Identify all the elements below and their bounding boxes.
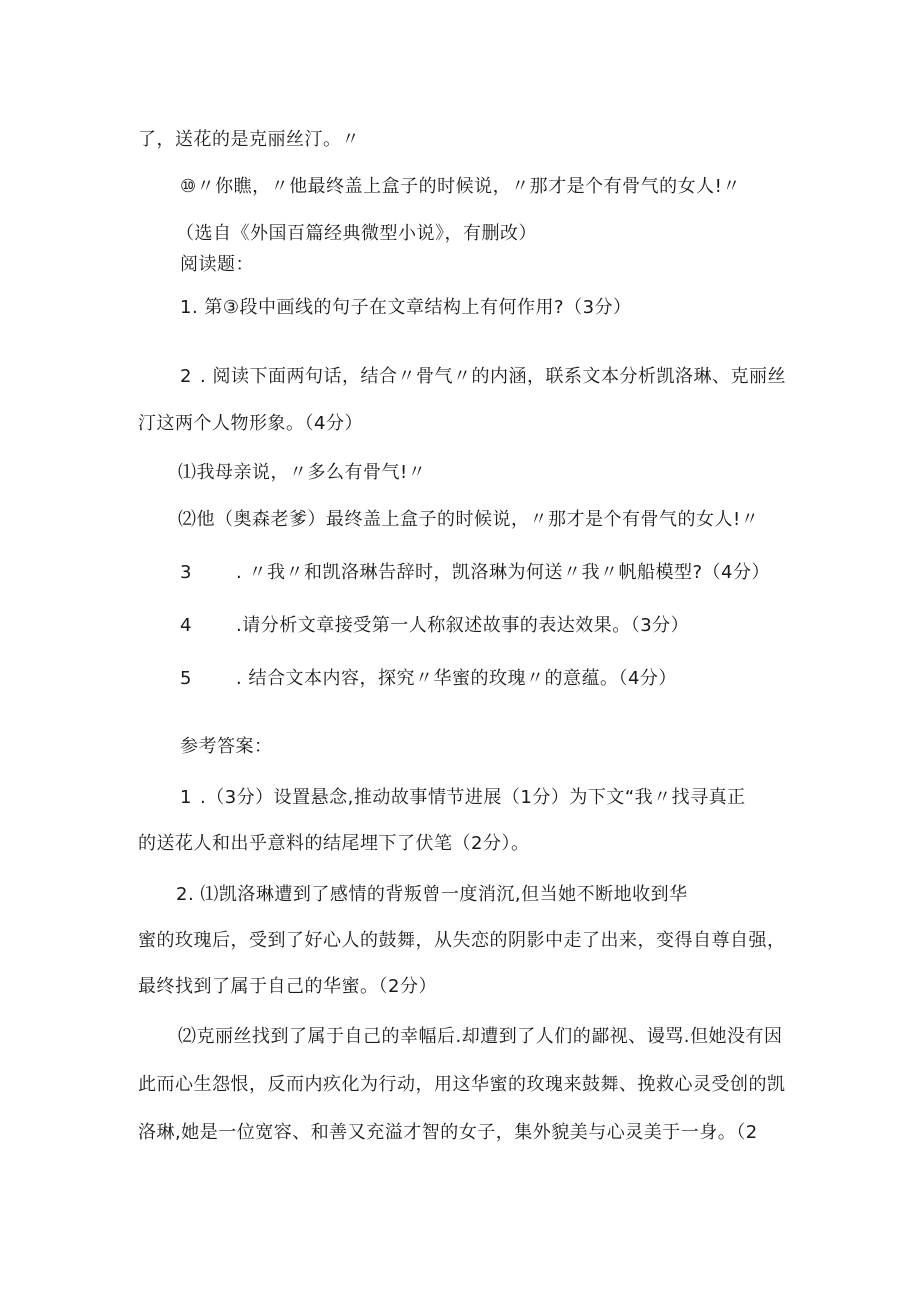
answer-2-line-1: 2. ⑴凯洛琳遭到了感情的背叛曾一度消沉,但当她不断地收到华	[176, 884, 688, 905]
question-2-line-2: 汀这两个人物形象。（4分）	[138, 413, 363, 434]
question-2-line-1	[180, 365, 786, 389]
question-5	[180, 667, 677, 691]
question-4-number: 4	[180, 615, 192, 636]
story-paragraph-10: ⑩〃你瞧，〃他最终盖上盒子的时候说，〃那才是个有骨气的女人!〃	[180, 176, 741, 197]
question-2-text: . 阅读下面两句话，结合〃骨气〃的内涵，联系文本分析凯洛琳、克丽丝	[200, 366, 786, 387]
answer-2-sub-2-line-2: 此而心生怨恨，反而内疚化为行动，用这华蜜的玫瑰来鼓舞、挽救心灵受创的凯	[138, 1074, 786, 1095]
question-3-number: 3	[180, 562, 192, 583]
question-5-number: 5	[180, 668, 192, 689]
question-2-number: 2	[180, 366, 192, 387]
question-4	[180, 614, 689, 638]
answer-2-line-3: 最终找到了属于自己的华蜜。（2分）	[138, 976, 437, 997]
question-4-text: .请分析文章接受第一人称叙述故事的表达效果。（3分）	[236, 615, 690, 636]
answer-1-line-1	[180, 786, 746, 810]
question-5-text: . 结合文本内容，探究〃华蜜的玫瑰〃的意蕴。（4分）	[236, 668, 677, 689]
answer-1-text: .（3分）设置悬念,推动故事情节进展（1分）为下文“我〃找寻真正	[200, 787, 746, 808]
answer-2-sub-2-line-3: 洛琳,她是一位宽容、和善又充溢才智的女子，集外貌美与心灵美于一身。（2	[138, 1122, 758, 1143]
story-line-end: 了，送花的是克丽丝汀。〃	[138, 129, 360, 150]
question-2-sub-1: ⑴我母亲说，〃多么有骨气!〃	[178, 462, 427, 483]
question-3	[180, 561, 770, 585]
question-1: 1. 第③段中画线的句子在文章结构上有何作用?（3分）	[180, 297, 632, 318]
answer-2-sub-2-line-1: ⑵克丽丝找到了属于自己的幸幅后.却遭到了人们的鄙视、谩骂.但她没有因	[178, 1026, 783, 1047]
question-2-sub-2: ⑵他（奥森老爹）最终盖上盒子的时候说，〃那才是个有骨气的女人!〃	[178, 509, 760, 530]
question-3-text: . 〃我〃和凯洛琳告辞时，凯洛琳为何送〃我〃帆船模型?（4分）	[236, 562, 770, 583]
answer-2-line-2: 蜜的玫瑰后，受到了好心人的鼓舞，从失恋的阴影中走了出来，变得自尊自强，	[138, 930, 786, 951]
answers-heading: 参考答案：	[180, 736, 273, 757]
answer-1-number: 1	[180, 787, 192, 808]
answer-1-line-2: 的送花人和出乎意料的结尾埋下了伏笔（2分）。	[138, 833, 530, 854]
questions-heading: 阅读题：	[180, 254, 254, 275]
source-citation: （选自《外国百篇经典微型小说》，有删改）	[176, 223, 537, 244]
